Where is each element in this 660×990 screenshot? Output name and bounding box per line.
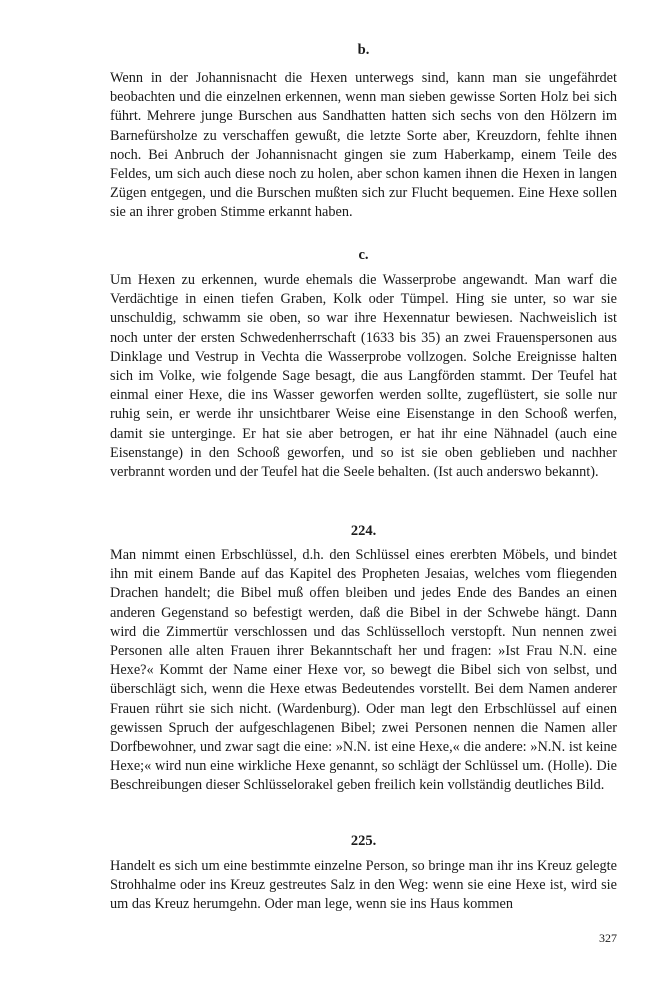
section-text-224: Man nimmt einen Erbschlüssel, d.h. den Schlüssel eines ererbten Möbels, und bindet ihn mit einem Bande auf das Kapitel des Propheten Jesaias, welches vom fliegenden Drachen handelt; die Bibel muß offen bleiben und jedes Ende des Bandes an einen anderen Gegenstand so befestigt werden, daß die Bibel in der Schwebe hängt. Dann wird die Zimmertür verschlossen und das Schlüsselloch verstopft. Nun nennen zwei Personen alle alten Frauen ihrer Bekanntschaft her und fragen: »Ist Frau N.N. eine Hexe?« Kommt der Name einer Hexe vor, so bewegt die Bibel sich von selbst, und überschlägt sich, wenn die Hexe etwas Bedeutendes vorstellt. Bei dem Namen anderer Frauen rührt sie sich nicht. (Wardenburg). Oder man legt den Erbschlüssel auf einen gewissen Spruch der aufgeschlagenen Bibel; zwei Personen nennen die Namen aller Dorfbewohner, und zwar sagt die eine: »N.N. ist eine Hexe,« die andere: »N.N. ist keine Hexe;« wird nun eine wirkliche Hexe genannt, so schlägt der Schlüssel um. (Holle). Die Beschreibungen dieser Schlüsselorakel geben freilich kein vollständig deutliches Bild. — [110, 547, 617, 794]
page-number: 327 — [599, 931, 617, 945]
section-heading-225: 225. — [350, 833, 377, 849]
section-heading-b: b. — [357, 42, 370, 58]
section-text-b: Wenn in der Johannisnacht die Hexen unterwegs sind, kann man sie ungefährdet beobachten und die einzelnen erkennen, wenn man sieben gewisse Sorten Holz bei sich führt. Mehrere junge Burschen aus Sandhatten hatten sich sechs von den Hölzern im Barnefürsholze zu verschaffen gewußt, die letzte Sorte aber, Kreuzdorn, fehlte ihnen noch. Bei Anbruch der Johannisnacht gingen sie zum Haberkamp, einem Teile des Feldes, um sich auch diese noch zu holen, aber schon kamen ihnen die Hexen in langen Zügen entgegen, und die Burschen mußten sich zur Flucht bequemen. Eine Hexe sollen sie an ihrer groben Stimme erkannt haben. — [110, 70, 617, 221]
section-heading-c: c. — [358, 247, 369, 263]
section-text-c: Um Hexen zu erkennen, wurde ehemals die Wasserprobe angewandt. Man warf die Verdächtige in einen tiefen Graben, Kolk oder Tümpel. Hing sie unter, so war sie unschuldig, schwamm sie oben, so war ihre Hexennatur bewiesen. Nachweislich ist noch unter der ersten Schwedenherrschaft (1633 bis 35) an zwei Frauenspersonen aus Dinklage und Vestrup in Vechta die Wasserprobe vollzogen. Solche Ereignisse halten sich im Volke, wie folgende Sage besagt, die aus Langförden stammt. Der Teufel hat einmal einer Hexe, die ins Wasser geworfen werden sollte, zugeflüstert, sie solle nur ruhig sein, er werde ihr unsichtbarer Weise eine Eisenstange in den Schooß werfen, damit sie unterginge. Er hat sie aber betrogen, er hat ihr eine Nähnadel (auch eine Eisenstange) in den Schooß geworfen, und so ist sie oben geblieben und nachher verbrannt worden und der Teufel hat die Seele behalten. (Ist auch anderswo bekannt). — [110, 272, 617, 481]
section-text-225: Handelt es sich um eine bestimmte einzelne Person, so bringe man ihr ins Kreuz gelegte Strohhalme oder ins Kreuz gestreutes Salz in den Weg: wenn sie eine Hexe ist, wird sie um das Kreuz herumgehn. Oder man lege, wenn sie ins Haus kommen — [110, 858, 617, 913]
section-heading-224: 224. — [350, 523, 377, 539]
